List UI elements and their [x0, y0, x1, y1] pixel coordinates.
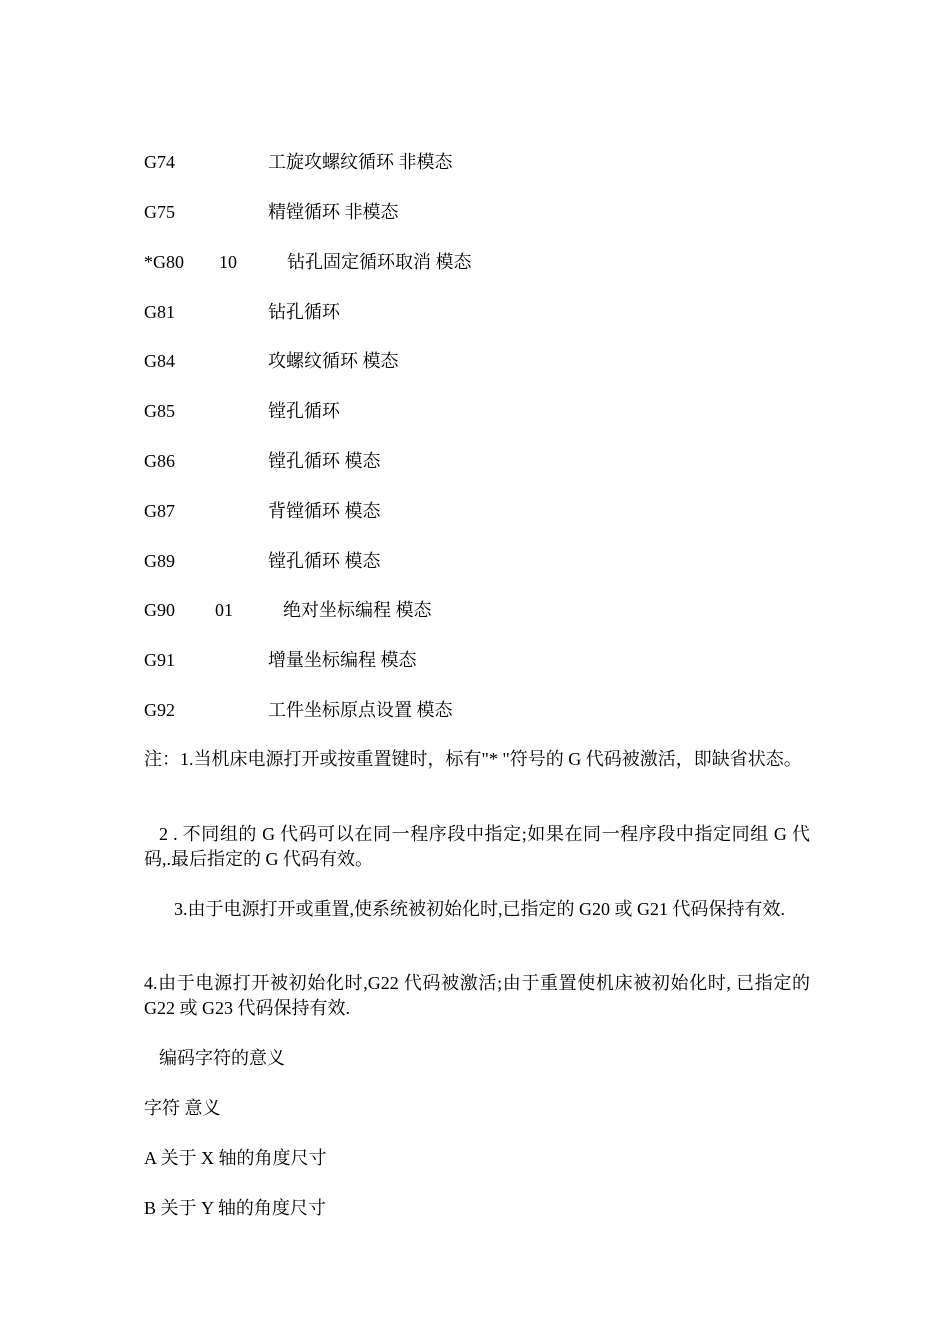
section-title: 编码字符的意义 [159, 1048, 285, 1068]
gcode-code: *G80 [144, 252, 184, 272]
gcode-desc: 攻螺纹循环 模态 [268, 351, 399, 371]
gcode-desc: 工件坐标原点设置 模态 [268, 700, 453, 720]
gcode-desc: 钻孔循环 [268, 302, 340, 322]
note-2: 2 . 不同组的 G 代码可以在同一程序段中指定;如果在同一程序段中指定同组 G 代码,.最后指定的 G 代码有效。 [144, 824, 810, 869]
gcode-code: G91 [144, 650, 175, 670]
gcode-group: 10 [219, 252, 237, 272]
char-row: A 关于 X 轴的角度尺寸 [144, 1148, 327, 1168]
note-4: 4.由于电源打开被初始化时,G22 代码被激活;由于重置使机床被初始化时, 已指定的 G22 或 G23 代码保持有效. [144, 973, 810, 1018]
gcode-desc: 钻孔固定循环取消 模态 [287, 252, 472, 272]
gcode-desc: 镗孔循环 模态 [268, 551, 381, 571]
gcode-code: G85 [144, 401, 175, 421]
gcode-code: G87 [144, 501, 175, 521]
gcode-code: G90 [144, 600, 175, 620]
gcode-code: G75 [144, 202, 175, 222]
gcode-code: G84 [144, 351, 175, 371]
gcode-code: G74 [144, 152, 175, 172]
char-row: B 关于 Y 轴的角度尺寸 [144, 1198, 326, 1218]
gcode-code: G89 [144, 551, 175, 571]
gcode-code: G81 [144, 302, 175, 322]
gcode-desc: 绝对坐标编程 模态 [283, 600, 432, 620]
gcode-group: 01 [215, 600, 233, 620]
gcode-desc: 背镗循环 模态 [268, 501, 381, 521]
gcode-code: G86 [144, 451, 175, 471]
table-header: 字符 意义 [144, 1098, 221, 1118]
gcode-desc: 增量坐标编程 模态 [268, 650, 417, 670]
gcode-desc: 镗孔循环 模态 [268, 451, 381, 471]
gcode-desc: 工旋攻螺纹循环 非模态 [268, 152, 453, 172]
gcode-desc: 精镗循环 非模态 [268, 202, 399, 222]
note-1: 注：1.当机床电源打开或按重置键时，标有"* "符号的 G 代码被激活，即缺省状态。 [144, 749, 802, 769]
gcode-code: G92 [144, 700, 175, 720]
gcode-desc: 镗孔循环 [268, 401, 340, 421]
note-3: 3.由于电源打开或重置,使系统被初始化时,已指定的 G20 或 G21 代码保持有效. [174, 899, 785, 919]
